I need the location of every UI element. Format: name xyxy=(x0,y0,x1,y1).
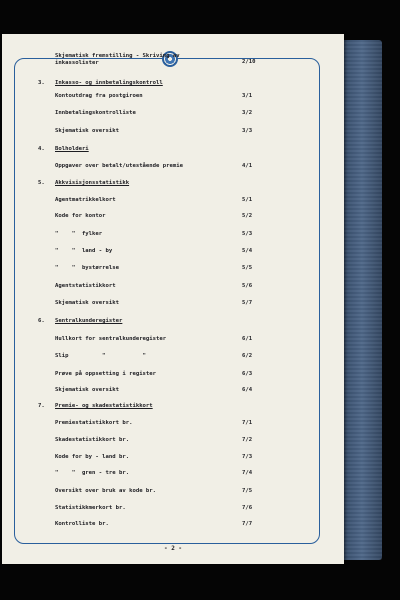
toc-entry xyxy=(2,52,344,72)
entry-title: Kontrolliste br. xyxy=(55,521,109,527)
entry-title: Kontoutdrag fra postgiroen xyxy=(55,93,143,99)
toc-entry xyxy=(2,211,344,221)
toc-entry xyxy=(2,418,344,428)
entry-title: Statistikkmerkort br. xyxy=(55,505,126,511)
entry-title: Prøve på oppsetting i register xyxy=(55,371,157,377)
page-reference: 7/3 xyxy=(242,454,253,460)
entry-title: Oppgaver over betalt/utestående premie xyxy=(55,163,183,169)
section-number: 6. xyxy=(38,318,45,324)
toc-entry xyxy=(2,161,344,171)
toc-section-heading xyxy=(2,78,344,88)
page-reference: 5/4 xyxy=(242,248,253,254)
entry-title: Agentmatrikkelkort xyxy=(55,197,116,203)
toc-section-heading xyxy=(2,316,344,326)
entry-title: Hullkort for sentralkunderegister xyxy=(55,336,167,342)
page-reference: 4/1 xyxy=(242,163,253,169)
page-reference: 6/4 xyxy=(242,387,253,393)
entry-title: Skjematisk oversikt xyxy=(55,387,119,393)
toc-section-heading xyxy=(2,144,344,154)
page-reference: 5/7 xyxy=(242,300,253,306)
page-reference: 3/3 xyxy=(242,128,253,134)
entry-title: " " gren - tre br. xyxy=(55,470,130,476)
toc-entry xyxy=(2,195,344,205)
entry-title: Bolholderi xyxy=(55,146,89,152)
page-reference: 6/2 xyxy=(242,353,253,359)
toc-entry xyxy=(2,298,344,308)
toc-entry xyxy=(2,468,344,478)
entry-title: Oversikt over bruk av kode br. xyxy=(55,488,157,494)
entry-title: " " land - by xyxy=(55,248,113,254)
toc-entry xyxy=(2,91,344,101)
page-reference: 5/2 xyxy=(242,213,253,219)
page-reference: 5/1 xyxy=(242,197,253,203)
toc-entry xyxy=(2,246,344,256)
page-reference: 5/3 xyxy=(242,231,253,237)
section-number: 7. xyxy=(38,403,45,409)
page-reference: 3/2 xyxy=(242,110,253,116)
page-reference: 7/5 xyxy=(242,488,253,494)
page-reference: 3/1 xyxy=(242,93,253,99)
toc-entry xyxy=(2,369,344,379)
entry-title: Skjematisk oversikt xyxy=(55,300,119,306)
toc-entry xyxy=(2,263,344,273)
entry-title: Premie- og skadestatistikkort xyxy=(55,403,153,409)
section-number: 3. xyxy=(38,80,45,86)
page-reference: 7/6 xyxy=(242,505,253,511)
entry-title: Akkvisisjonsstatistikk xyxy=(55,180,130,186)
toc-entry xyxy=(2,108,344,118)
toc-entry xyxy=(2,385,344,395)
entry-title: Kode for kontor xyxy=(55,213,106,219)
entry-title: " " fylker xyxy=(55,231,103,237)
page-reference: 5/5 xyxy=(242,265,253,271)
toc-entry xyxy=(2,486,344,496)
entry-title: Skjematisk oversikt xyxy=(55,128,119,134)
toc-entry xyxy=(2,452,344,462)
toc-entry xyxy=(2,281,344,291)
section-number: 4. xyxy=(38,146,45,152)
page-reference: 7/7 xyxy=(242,521,253,527)
entry-title: Skjematisk fremstilling - Skriving av inkassolister xyxy=(55,53,180,66)
toc-entry xyxy=(2,503,344,513)
toc-entry xyxy=(2,519,344,529)
page-number: - 2 - xyxy=(163,545,183,552)
toc-section-heading xyxy=(2,401,344,411)
toc-entry xyxy=(2,351,344,361)
entry-title: " " bystørrelse xyxy=(55,265,119,271)
entry-title: Slip " " xyxy=(55,353,146,359)
page-reference: 7/4 xyxy=(242,470,253,476)
toc-entry xyxy=(2,229,344,239)
entry-title: Sentralkunderegister xyxy=(55,318,123,324)
entry-title: Kode for by - land br. xyxy=(55,454,130,460)
page-reference: 2/10 xyxy=(242,59,256,65)
page-reference: 5/6 xyxy=(242,283,253,289)
toc-entry xyxy=(2,334,344,344)
entry-title: Premiestatistikkort br. xyxy=(55,420,133,426)
page-reference: 6/1 xyxy=(242,336,253,342)
section-number: 5. xyxy=(38,180,45,186)
document-page xyxy=(2,34,344,564)
entry-title: Skadestatistikkort br. xyxy=(55,437,130,443)
page-reference: 7/2 xyxy=(242,437,253,443)
entry-title: Agentstatistikkort xyxy=(55,283,116,289)
entry-title: Innbetalingskontrolliste xyxy=(55,110,136,116)
toc-entry xyxy=(2,126,344,136)
page-reference: 7/1 xyxy=(242,420,253,426)
page-reference: 6/3 xyxy=(242,371,253,377)
toc-entry xyxy=(2,435,344,445)
toc-section-heading xyxy=(2,178,344,188)
entry-title: Inkasso- og innbetalingskontroll xyxy=(55,80,163,86)
